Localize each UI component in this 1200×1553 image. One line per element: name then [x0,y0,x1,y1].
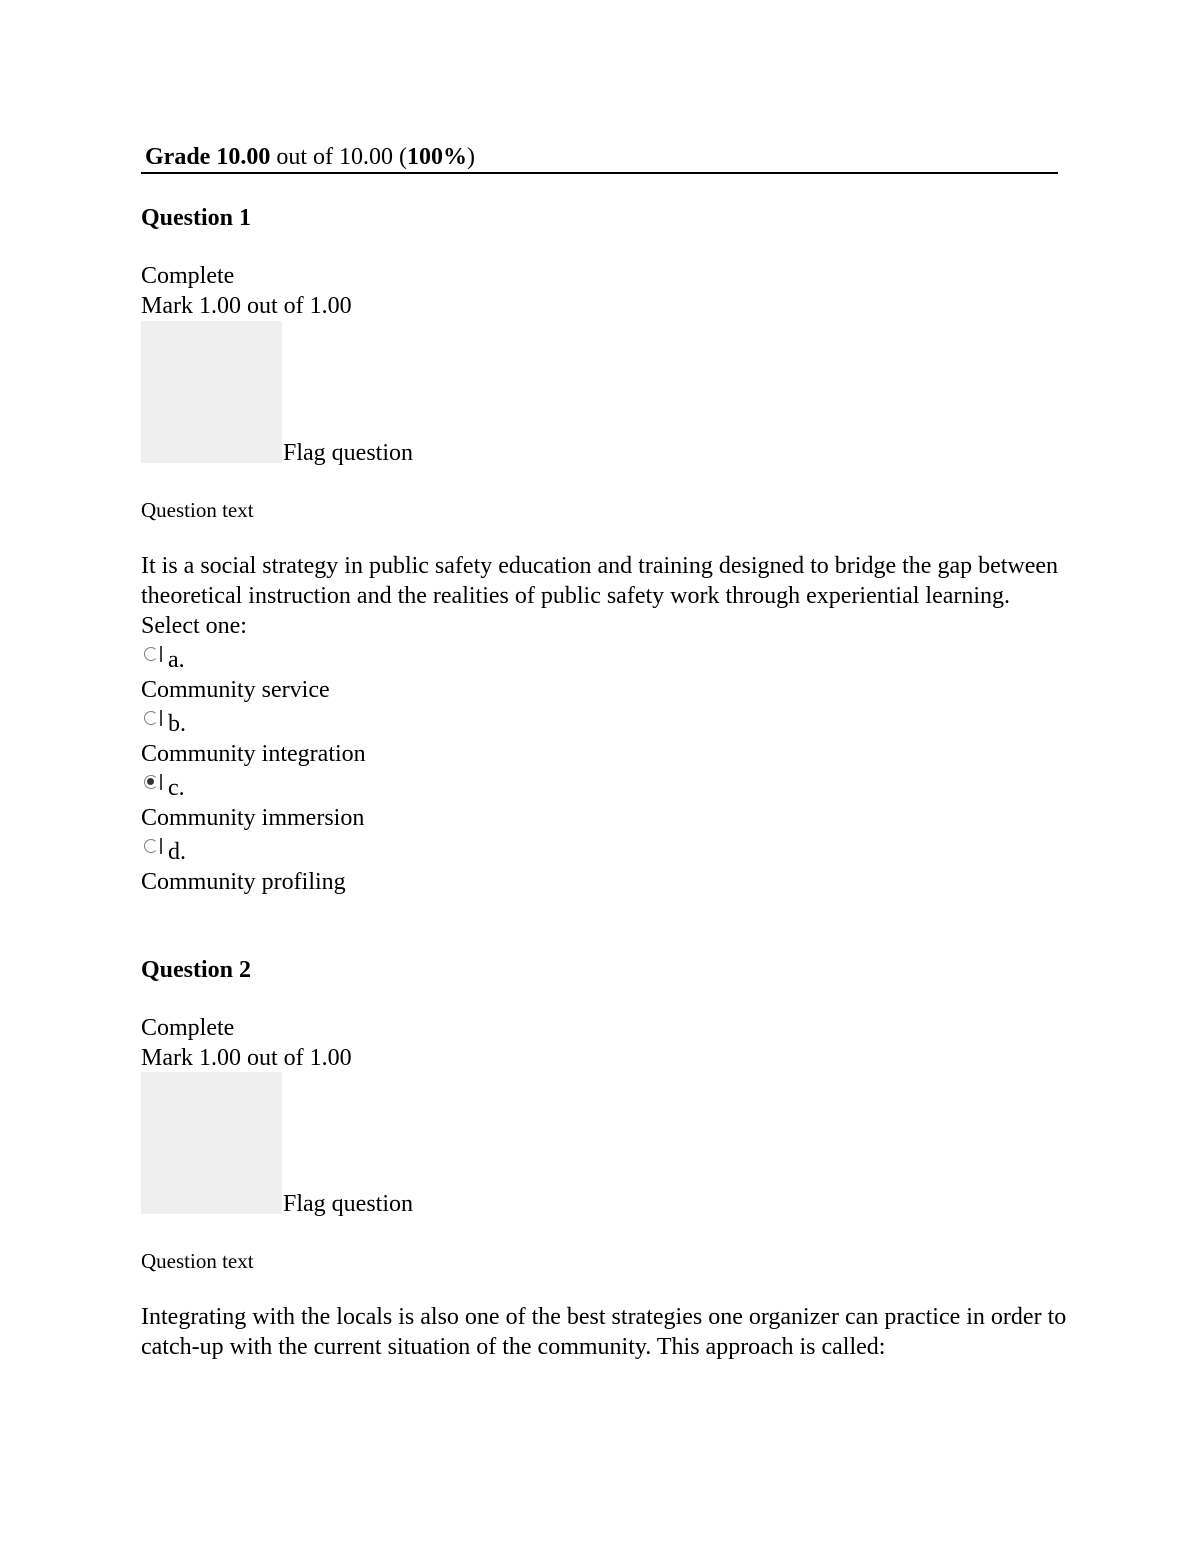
flag-image-placeholder[interactable] [141,321,282,463]
question-status: Complete [141,1015,235,1041]
question-2-body [141,1302,1071,1362]
question-1-info [141,261,1071,321]
flag-question-link[interactable]: Flag question [283,440,413,466]
question-mark: Mark 1.00 out of 1.00 [141,293,352,319]
option-d-row[interactable] [141,833,1071,867]
radio-c-selected[interactable] [144,775,158,789]
question-1-body [141,551,1071,897]
question-2-heading-block [141,955,1071,985]
question-2-text-label [141,1247,1071,1275]
radio-d[interactable] [144,839,158,853]
question-heading: Question 2 [141,957,252,983]
flag-image-placeholder[interactable] [141,1072,282,1214]
option-a-letter: a. [168,647,185,673]
question-text: Integrating with the locals is also one of the best strategies one organizer can practice in order to catch-up with the current situation of the community. This approach is called: [141,1304,1067,1360]
option-c-text: Community immersion [141,805,365,831]
option-a-row[interactable] [141,641,1071,675]
grade-out-of: out of 10.00 [276,144,393,170]
option-d-text: Community profiling [141,869,346,895]
option-c-row[interactable] [141,769,1071,803]
radio-b[interactable] [144,711,158,725]
option-a-text: Community service [141,677,330,703]
question-2-info [141,1013,1071,1073]
flag-question-link[interactable]: Flag question [283,1191,413,1217]
grade-percent: 100% [407,144,467,170]
grade-label: Grade [145,144,211,170]
grade-summary [141,142,1058,174]
question-heading: Question 1 [141,205,252,231]
grade-score: 10.00 [216,144,271,170]
grade-close-paren: ) [467,144,475,170]
question-1-text-label [141,496,1071,524]
question-text-label: Question text [141,498,254,522]
question-status: Complete [141,263,235,289]
select-one-prompt: Select one: [141,613,247,639]
option-c-letter: c. [168,775,185,801]
question-1-heading-block [141,203,1071,233]
option-b-row[interactable] [141,705,1071,739]
option-d-letter: d. [168,839,186,865]
question-mark: Mark 1.00 out of 1.00 [141,1045,352,1071]
option-b-letter: b. [168,711,186,737]
radio-a[interactable] [144,647,158,661]
question-text: It is a social strategy in public safety education and training designed to bridge the gap between theoretical instruction and the realities of public safety work through experiential learning. [141,553,1059,609]
option-b-text: Community integration [141,741,366,767]
grade-open-paren: ( [399,144,407,170]
question-text-label: Question text [141,1249,254,1273]
